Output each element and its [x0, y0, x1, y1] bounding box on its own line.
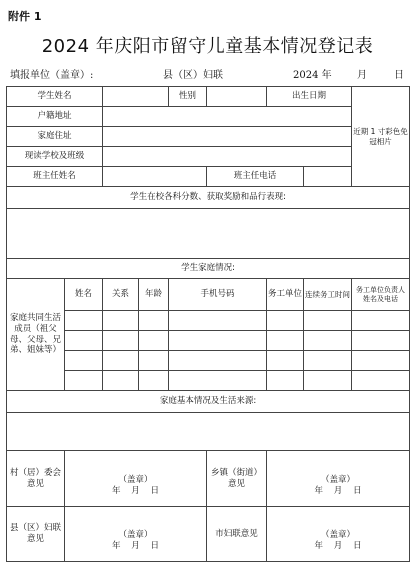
city-seal-text: （盖章） [321, 530, 356, 541]
gender-value[interactable] [207, 87, 267, 107]
teacher-name-value[interactable] [103, 167, 207, 187]
family-cell[interactable] [352, 351, 410, 371]
report-day: 日 [394, 70, 404, 81]
report-year: 2024 年 [293, 70, 332, 81]
col-phone: 手机号码 [169, 279, 267, 311]
township-opinion-value[interactable] [267, 451, 410, 507]
student-name-label: 学生姓名 [7, 87, 103, 107]
family-cell[interactable] [267, 311, 304, 331]
household-address-label: 户籍地址 [7, 107, 103, 127]
family-cell[interactable] [352, 311, 410, 331]
village-seal-text: （盖章） [118, 474, 153, 485]
col-work-contact: 务工单位负责人姓名及电话 [352, 279, 410, 311]
family-cell[interactable] [267, 371, 304, 391]
col-age: 年龄 [139, 279, 169, 311]
family-cell[interactable] [65, 351, 103, 371]
family-cell[interactable] [304, 311, 352, 331]
city-opinion-value[interactable] [267, 507, 410, 562]
photo-placeholder[interactable]: 近期 1 寸彩色免冠相片 [352, 87, 410, 187]
birth-date-label: 出生日期 [267, 87, 352, 107]
family-section-title: 学生家庭情况: [7, 259, 410, 279]
family-cell[interactable] [352, 331, 410, 351]
county-date-text: 年 月 日 [111, 541, 160, 551]
school-class-value[interactable] [103, 147, 352, 167]
attachment-label: 附件 1 [8, 10, 42, 23]
village-date-text: 年 月 日 [111, 485, 160, 496]
performance-value[interactable] [7, 209, 410, 259]
col-name: 姓名 [65, 279, 103, 311]
family-cell[interactable] [139, 311, 169, 331]
performance-section-title: 学生在校各科分数、获取奖励和品行表现: [7, 187, 410, 209]
registration-table [6, 86, 410, 562]
family-cell[interactable] [169, 331, 267, 351]
county-seal-text: （盖章） [118, 530, 153, 541]
village-opinion-value[interactable] [65, 451, 207, 507]
family-cell[interactable] [304, 351, 352, 371]
family-cell[interactable] [139, 331, 169, 351]
township-opinion-label: 乡镇（街道）意见 [207, 451, 267, 507]
filling-unit-label: 填报单位（盖章）: [10, 70, 94, 81]
home-address-value[interactable] [103, 127, 352, 147]
family-cell[interactable] [65, 311, 103, 331]
city-opinion-label: 市妇联意见 [207, 507, 267, 562]
student-name-value[interactable] [103, 87, 169, 107]
township-seal-text: （盖章） [321, 474, 356, 485]
family-cell[interactable] [304, 371, 352, 391]
gender-label: 性别 [169, 87, 207, 107]
household-address-value[interactable] [103, 107, 352, 127]
county-opinion-value[interactable] [65, 507, 207, 562]
family-cell[interactable] [103, 331, 139, 351]
township-date-text: 年 月 日 [314, 485, 362, 496]
home-address-label: 家庭住址 [7, 127, 103, 147]
county-federation-label: 县（区）妇联 [163, 70, 223, 81]
col-relation: 关系 [103, 279, 139, 311]
report-month: 月 [357, 70, 367, 81]
family-cell[interactable] [169, 351, 267, 371]
county-opinion-label: 县（区）妇联意见 [7, 507, 65, 562]
form-title: 2024 年庆阳市留守儿童基本情况登记表 [41, 36, 374, 57]
family-cell[interactable] [65, 371, 103, 391]
col-work-duration: 连续务工时间 [304, 279, 352, 311]
family-cell[interactable] [139, 351, 169, 371]
city-date-text: 年 月 日 [314, 541, 362, 551]
family-cell[interactable] [65, 331, 103, 351]
family-members-label: 家庭共同生活成员（祖父母、父母、兄弟、姐妹等） [7, 279, 65, 391]
family-cell[interactable] [103, 371, 139, 391]
teacher-phone-label: 班主任电话 [207, 167, 304, 187]
family-cell[interactable] [267, 331, 304, 351]
family-cell[interactable] [304, 331, 352, 351]
family-cell[interactable] [169, 371, 267, 391]
family-cell[interactable] [103, 351, 139, 371]
school-class-label: 现读学校及班级 [7, 147, 103, 167]
family-basic-value[interactable] [7, 413, 410, 451]
teacher-phone-value[interactable] [304, 167, 352, 187]
village-opinion-label: 村（居）委会意见 [7, 451, 65, 507]
family-basic-section-title: 家庭基本情况及生活来源: [7, 391, 410, 413]
family-cell[interactable] [267, 351, 304, 371]
family-cell[interactable] [169, 311, 267, 331]
family-cell[interactable] [103, 311, 139, 331]
col-work-unit: 务工单位 [267, 279, 304, 311]
family-cell[interactable] [139, 371, 169, 391]
family-cell[interactable] [352, 371, 410, 391]
teacher-name-label: 班主任姓名 [7, 167, 103, 187]
